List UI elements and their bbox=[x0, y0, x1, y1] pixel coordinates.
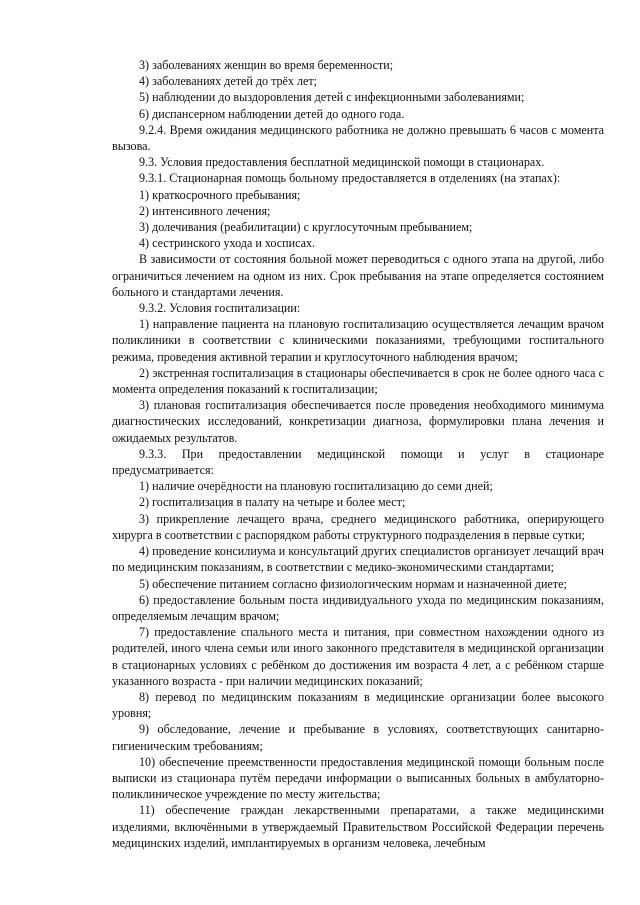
list-item-individual-care: 6) предоставление больным поста индивидуального ухода по медицинским показаниям, определяемым лечащим врачом; bbox=[112, 592, 604, 623]
list-item-pregnancy: 3) заболеваниях женщин во время беременности; bbox=[139, 58, 394, 72]
list-item-intensive-care: 2) интенсивного лечения; bbox=[139, 203, 271, 218]
list-item-children-under-three: 4) заболеваниях детей до трёх лет; bbox=[139, 74, 318, 89]
list-item-rehabilitation: 3) долечивания (реабилитации) с круглосуточным пребыванием; bbox=[139, 220, 473, 235]
clause-9-3-3: 9.3.3. При предоставлении медицинской помощи и услуг в стационаре предусматривается: bbox=[112, 446, 604, 478]
list-item-short-stay: 1) краткосрочного пребывания; bbox=[139, 187, 301, 202]
list-item-doctor-assignment: 3) прикрепление лечащего врача, среднего медицинского работника, оперирующего хирурга в соответствии с распорядком работы структурного подразделения в первые сутки; bbox=[112, 511, 604, 542]
clause-9-2-4: 9.2.4. Время ожидания медицинского работника не должно превышать 6 часов с момента вызова. bbox=[112, 122, 604, 154]
list-item-sanitary-conditions: 9) обследование, лечение и пребывание в условиях, соответствующих санитарно-гигиеническим требованиям; bbox=[112, 722, 604, 753]
list-item-nursing-hospice: 4) сестринского ухода и хосписах. bbox=[139, 236, 316, 251]
list-item-nutrition: 5) обеспечение питанием согласно физиологическим нормам и назначенной диете; bbox=[139, 576, 567, 591]
list-item-planned-hospitalization: 3) плановая госпитализация обеспечивается после проведения необходимого минимума диагностических исследований, конкретизации диагноза, формулировки плана лечения и ожидаемых результатов. bbox=[112, 398, 604, 445]
list-item-emergency-hospitalization: 2) экстренная госпитализация в стационары обеспечивается в срок не более одного часа с момента определения показаний к госпитализации; bbox=[112, 365, 604, 397]
document-page bbox=[112, 57, 604, 851]
list-item-waiting-queue: 1) наличие очерёдности на плановую госпитализацию до семи дней; bbox=[139, 479, 493, 494]
list-item-planned-referral: 1) направление пациента на плановую госпитализацию осуществляется лечащим врачом поликлиники в соответствии с клиническими показаниями, требующими госпитального режима, проведения активной терапии и круглосуточного наблюдения врачом; bbox=[112, 317, 604, 364]
list-item-continuity-of-care: 10) обеспечение преемственности предоставления медицинской помощи больным после выписки из стационара путём передачи информации о выписанных больных в амбулаторно-поликлиническое учреждение по месту жительства; bbox=[112, 754, 604, 802]
list-item-infectious-observation: 5) наблюдении до выздоровления детей с инфекционными заболеваниями; bbox=[139, 90, 525, 105]
list-item-consultation: 4) проведение консилиума и консультаций других специалистов организует лечащий врач по медицинским показаниям, в соответствии с медико-экономическими стандартами; bbox=[112, 544, 604, 575]
list-item-medications: 11) обеспечение граждан лекарственными препаратами, а также медицинскими изделиями, включёнными в утверждаемый Правительством Российской Федерации перечень медицинских изделий, имплантируемых в организм человека, лечебным bbox=[112, 803, 604, 850]
clause-9-3-1: 9.3.1. Стационарная помощь больному предоставляется в отделениях (на этапах): bbox=[139, 171, 561, 186]
list-item-transfer: 8) перевод по медицинским показаниям в медицинские организации более высокого уровня; bbox=[112, 689, 604, 721]
clause-9-3-2: 9.3.2. Условия госпитализации: bbox=[139, 301, 301, 316]
list-item-parent-accommodation: 7) предоставление спального места и питания, при совместном нахождении одного из родителей, иного члена семьи или иного законного представителя в медицинской организации в стационарных условиях с ребёнком до достижения им возраста 4 лет, а с ребёнком старше указанного возраста - при наличии медицинских показаний; bbox=[112, 625, 604, 688]
section-heading-9-3: 9.3. Условия предоставления бесплатной медицинской помощи в стационарах. bbox=[139, 155, 545, 170]
list-item-ward-placement: 2) госпитализация в палату на четыре и более мест; bbox=[139, 495, 406, 510]
list-item-dispensary-observation: 6) диспансерном наблюдении детей до одного года. bbox=[139, 106, 405, 121]
paragraph-stage-transfer: В зависимости от состояния больной может переводиться с одного этапа на другой, либо ограничиться лечением на одном из них. Срок пребывания на этапе определяется состоянием больного и стандартами лечения. bbox=[112, 252, 604, 299]
